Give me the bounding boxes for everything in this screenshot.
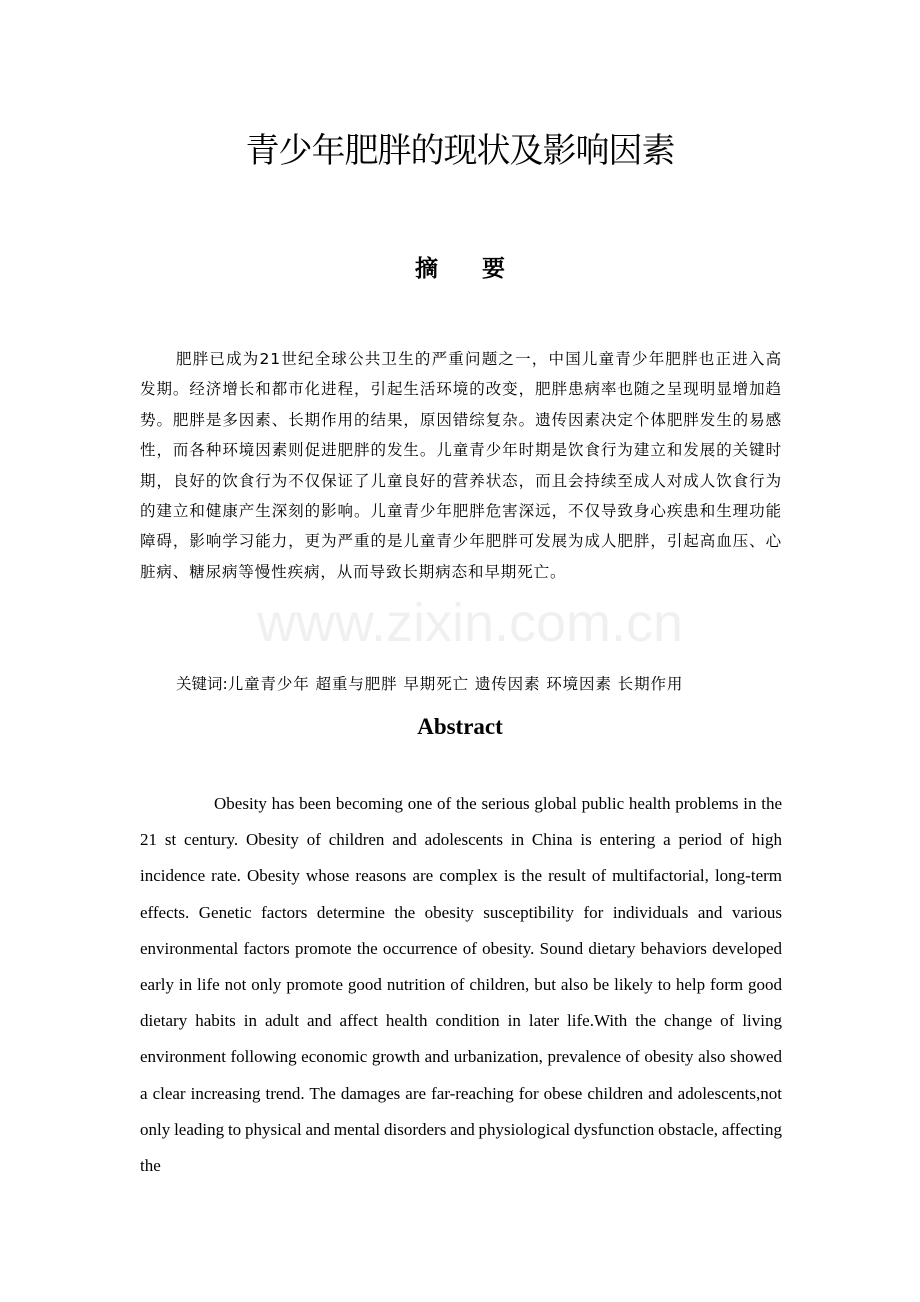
chinese-abstract-body: 肥胖已成为21世纪全球公共卫生的严重问题之一，中国儿童青少年肥胖也正进入高发期。经济增长和都市化进程，引起生活环境的改变，肥胖患病率也随之呈现明显增加趋势。肥胖是多因素、长期作用的结果，原因错综复杂。遗传因素决定个体肥胖发生的易感性，而各种环境因素则促进肥胖的发生。儿童青少年时期是饮食行为建立和发展的关键时期，良好的饮食行为不仅保证了儿童良好的营养状态，而且会持续至成人对成人饮食行为的建立和健康产生深刻的影响。儿童青少年肥胖危害深远，不仅导致身心疾患和生理功能障碍，影响学习能力，更为严重的是儿童青少年肥胖可发展为成人肥胖，引起高血压、心脏病、糖尿病等慢性疾病，从而导致长期病态和早期死亡。 xyxy=(140,350,782,581)
keywords-list: 儿童青少年 超重与肥胖 早期死亡 遗传因素 环境因素 长期作用 xyxy=(227,675,684,693)
chinese-abstract-heading: 摘 要 xyxy=(414,256,523,282)
keywords-label: 关键词: xyxy=(176,675,228,693)
english-abstract-body: Obesity has been becoming one of the serious global public health problems in the 21 st century. Obesity of children and adolescents in China is entering a period of high incidence rate. Obesity whose reasons are complex is the result of multifactorial, long-term effects. Genetic factors determine the obesity susceptibility for individuals and various environmental factors promote the occurrence of obesity. Sound dietary behaviors developed early in life not only promote good nutrition of children, but also be likely to help form good dietary habits in adult and affect health condition in later life.With the change of living environment following economic growth and urbanization, prevalence of obesity also showed a clear increasing trend. The damages are far-reaching for obese children and adolescents,not only leading to physical and mental disorders and physiological dysfunction obstacle, affecting the xyxy=(140,794,782,1176)
document-title: 青少年肥胖的现状及影响因素 xyxy=(245,131,675,171)
site-watermark: www.zixin.com.cn xyxy=(256,593,684,653)
english-abstract-heading: Abstract xyxy=(417,714,503,739)
keywords-line xyxy=(140,669,800,699)
